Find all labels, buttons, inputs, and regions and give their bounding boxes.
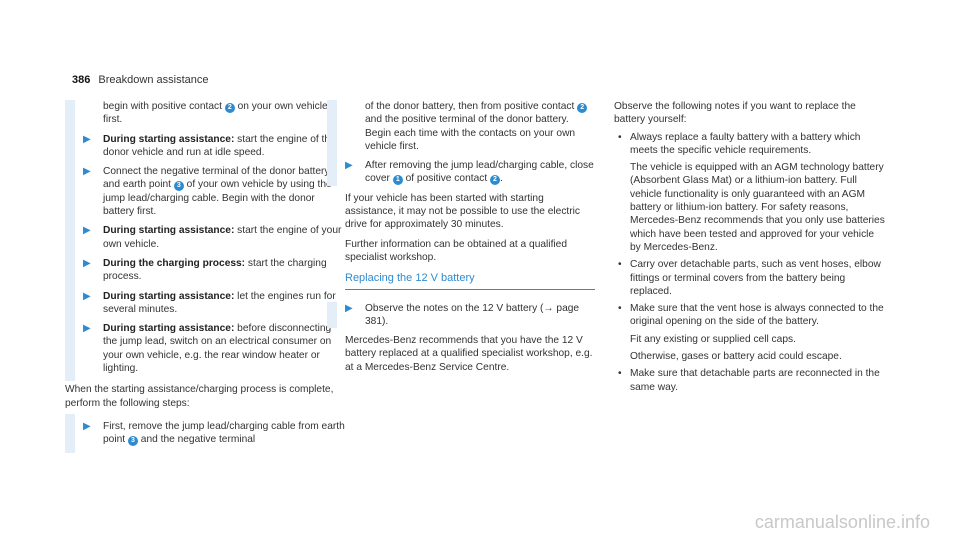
- bullet-note: Fit any existing or supplied cell caps.: [630, 333, 796, 345]
- step-5: ▶ During starting assistance: let the engines run for several minutes.: [83, 290, 336, 315]
- step-arrow-icon: ▶: [83, 133, 91, 145]
- callout-3-icon: 3: [174, 181, 184, 191]
- bullet-icon: •: [618, 368, 622, 380]
- step-arrow-icon: ▶: [83, 166, 91, 178]
- callout-2-icon: 2: [490, 175, 500, 185]
- notes-intro: Observe the following notes if you want to replace the battery yourself:: [614, 101, 856, 126]
- step-arrow-icon: ▶: [83, 290, 91, 302]
- page-number: 386: [72, 74, 91, 86]
- paragraph-recommendation: Mercedes-Benz recommends that you have the 12 V battery replaced at a qualified specialist workshop, e.g. at a Mercedes-Benz Service Centre.: [345, 335, 593, 373]
- paragraph-starting-assistance: If your vehicle has been started with starting assistance, it may not be possible to use the electric drive for approximately 30 minutes.: [345, 192, 580, 231]
- bullet-icon: •: [618, 131, 622, 143]
- step-8: ▶ After removing the jump lead/charging cable, close cover 1 of positive contact 2 .: [345, 160, 594, 185]
- section-heading: Replacing the 12 V battery: [327, 272, 596, 289]
- column-1: [65, 100, 345, 453]
- bullet-item: • Carry over detachable parts, such as vent hoses, elbow fittings or terminal covers from the battery being replaced.: [618, 259, 881, 297]
- intro-text: begin with positive contact 2 on your own vehicle first.: [103, 101, 328, 126]
- bullet-item: • Make sure that the vent hose is always connected to the original opening on the side of the battery.: [618, 303, 884, 328]
- step-6: ▶ During starting assistance: before disconnecting the jump lead, switch on an electrical consumer on your own vehicle, e.g. the rear window heater or lighting.: [83, 323, 332, 375]
- continued-steps: [327, 100, 596, 186]
- step-7: ▶ First, remove the jump lead/charging cable from earth point 3 and the negative terminal: [83, 420, 345, 446]
- bullet-item: • Make sure that detachable parts are reconnected in the same way.: [618, 368, 880, 393]
- step-1: ▶ During starting assistance: start the engine of the donor vehicle and run at idle speed.: [83, 133, 336, 158]
- bullet-note: The vehicle is equipped with an AGM technology battery (Absorbent Glass Mat) or a lithium-ion battery. Full vehicle functionality is only guaranteed with an AGM battery or lithium-ion battery. For safety reasons, Mercedes-Benz recommends that you only use batteries which have been tested and approved for your vehicle by Mercedes-Benz.: [630, 162, 885, 253]
- section-title: Breakdown assistance: [98, 74, 209, 86]
- paragraph-further-info: Further information can be obtained at a qualified specialist workshop.: [345, 238, 568, 263]
- battery-step: [327, 302, 596, 329]
- step-arrow-icon: ▶: [83, 257, 91, 269]
- step-2: ▶ Connect the negative terminal of the donor battery and earth point 3 of your own vehicle by using the jump lead/charging cable. Begin with the donor battery first.: [83, 166, 332, 218]
- step-4: ▶ During the charging process: start the charging process.: [83, 257, 327, 283]
- bullet-item: • Always replace a faulty battery with a battery which meets the specific vehicle requirements.: [618, 131, 861, 156]
- step-arrow-icon: ▶: [83, 323, 91, 335]
- step-7-continued: of the donor battery, then from positive contact 2 and the positive terminal of the donor battery. Begin each time with the contacts on your own vehicle first.: [345, 100, 596, 153]
- column-3: [596, 100, 886, 398]
- callout-2-icon: 2: [225, 103, 235, 113]
- step-3: ▶ During starting assistance: start the engine of your own vehicle.: [83, 225, 342, 250]
- page-header: [72, 74, 208, 87]
- bullet-note: Otherwise, gases or battery acid could escape.: [630, 351, 842, 363]
- watermark-text: carmanualsonline.info: [754, 511, 930, 532]
- step-arrow-icon: ▶: [83, 420, 91, 432]
- column-2: [327, 100, 596, 380]
- callout-3-icon: 3: [128, 436, 138, 446]
- callout-1-icon: 1: [393, 175, 403, 185]
- bullet-icon: •: [618, 259, 622, 271]
- step-arrow-icon: ▶: [83, 225, 91, 237]
- step-arrow-icon: ▶: [345, 160, 353, 172]
- step-arrow-icon: ▶: [345, 302, 353, 314]
- bullet-icon: •: [618, 303, 622, 315]
- after-text: When the starting assistance/charging process is complete, perform the following steps:: [65, 381, 345, 414]
- step-observe-notes: ▶ Observe the notes on the 12 V battery (→ page 381).: [345, 302, 580, 327]
- callout-2-icon: 2: [577, 103, 587, 113]
